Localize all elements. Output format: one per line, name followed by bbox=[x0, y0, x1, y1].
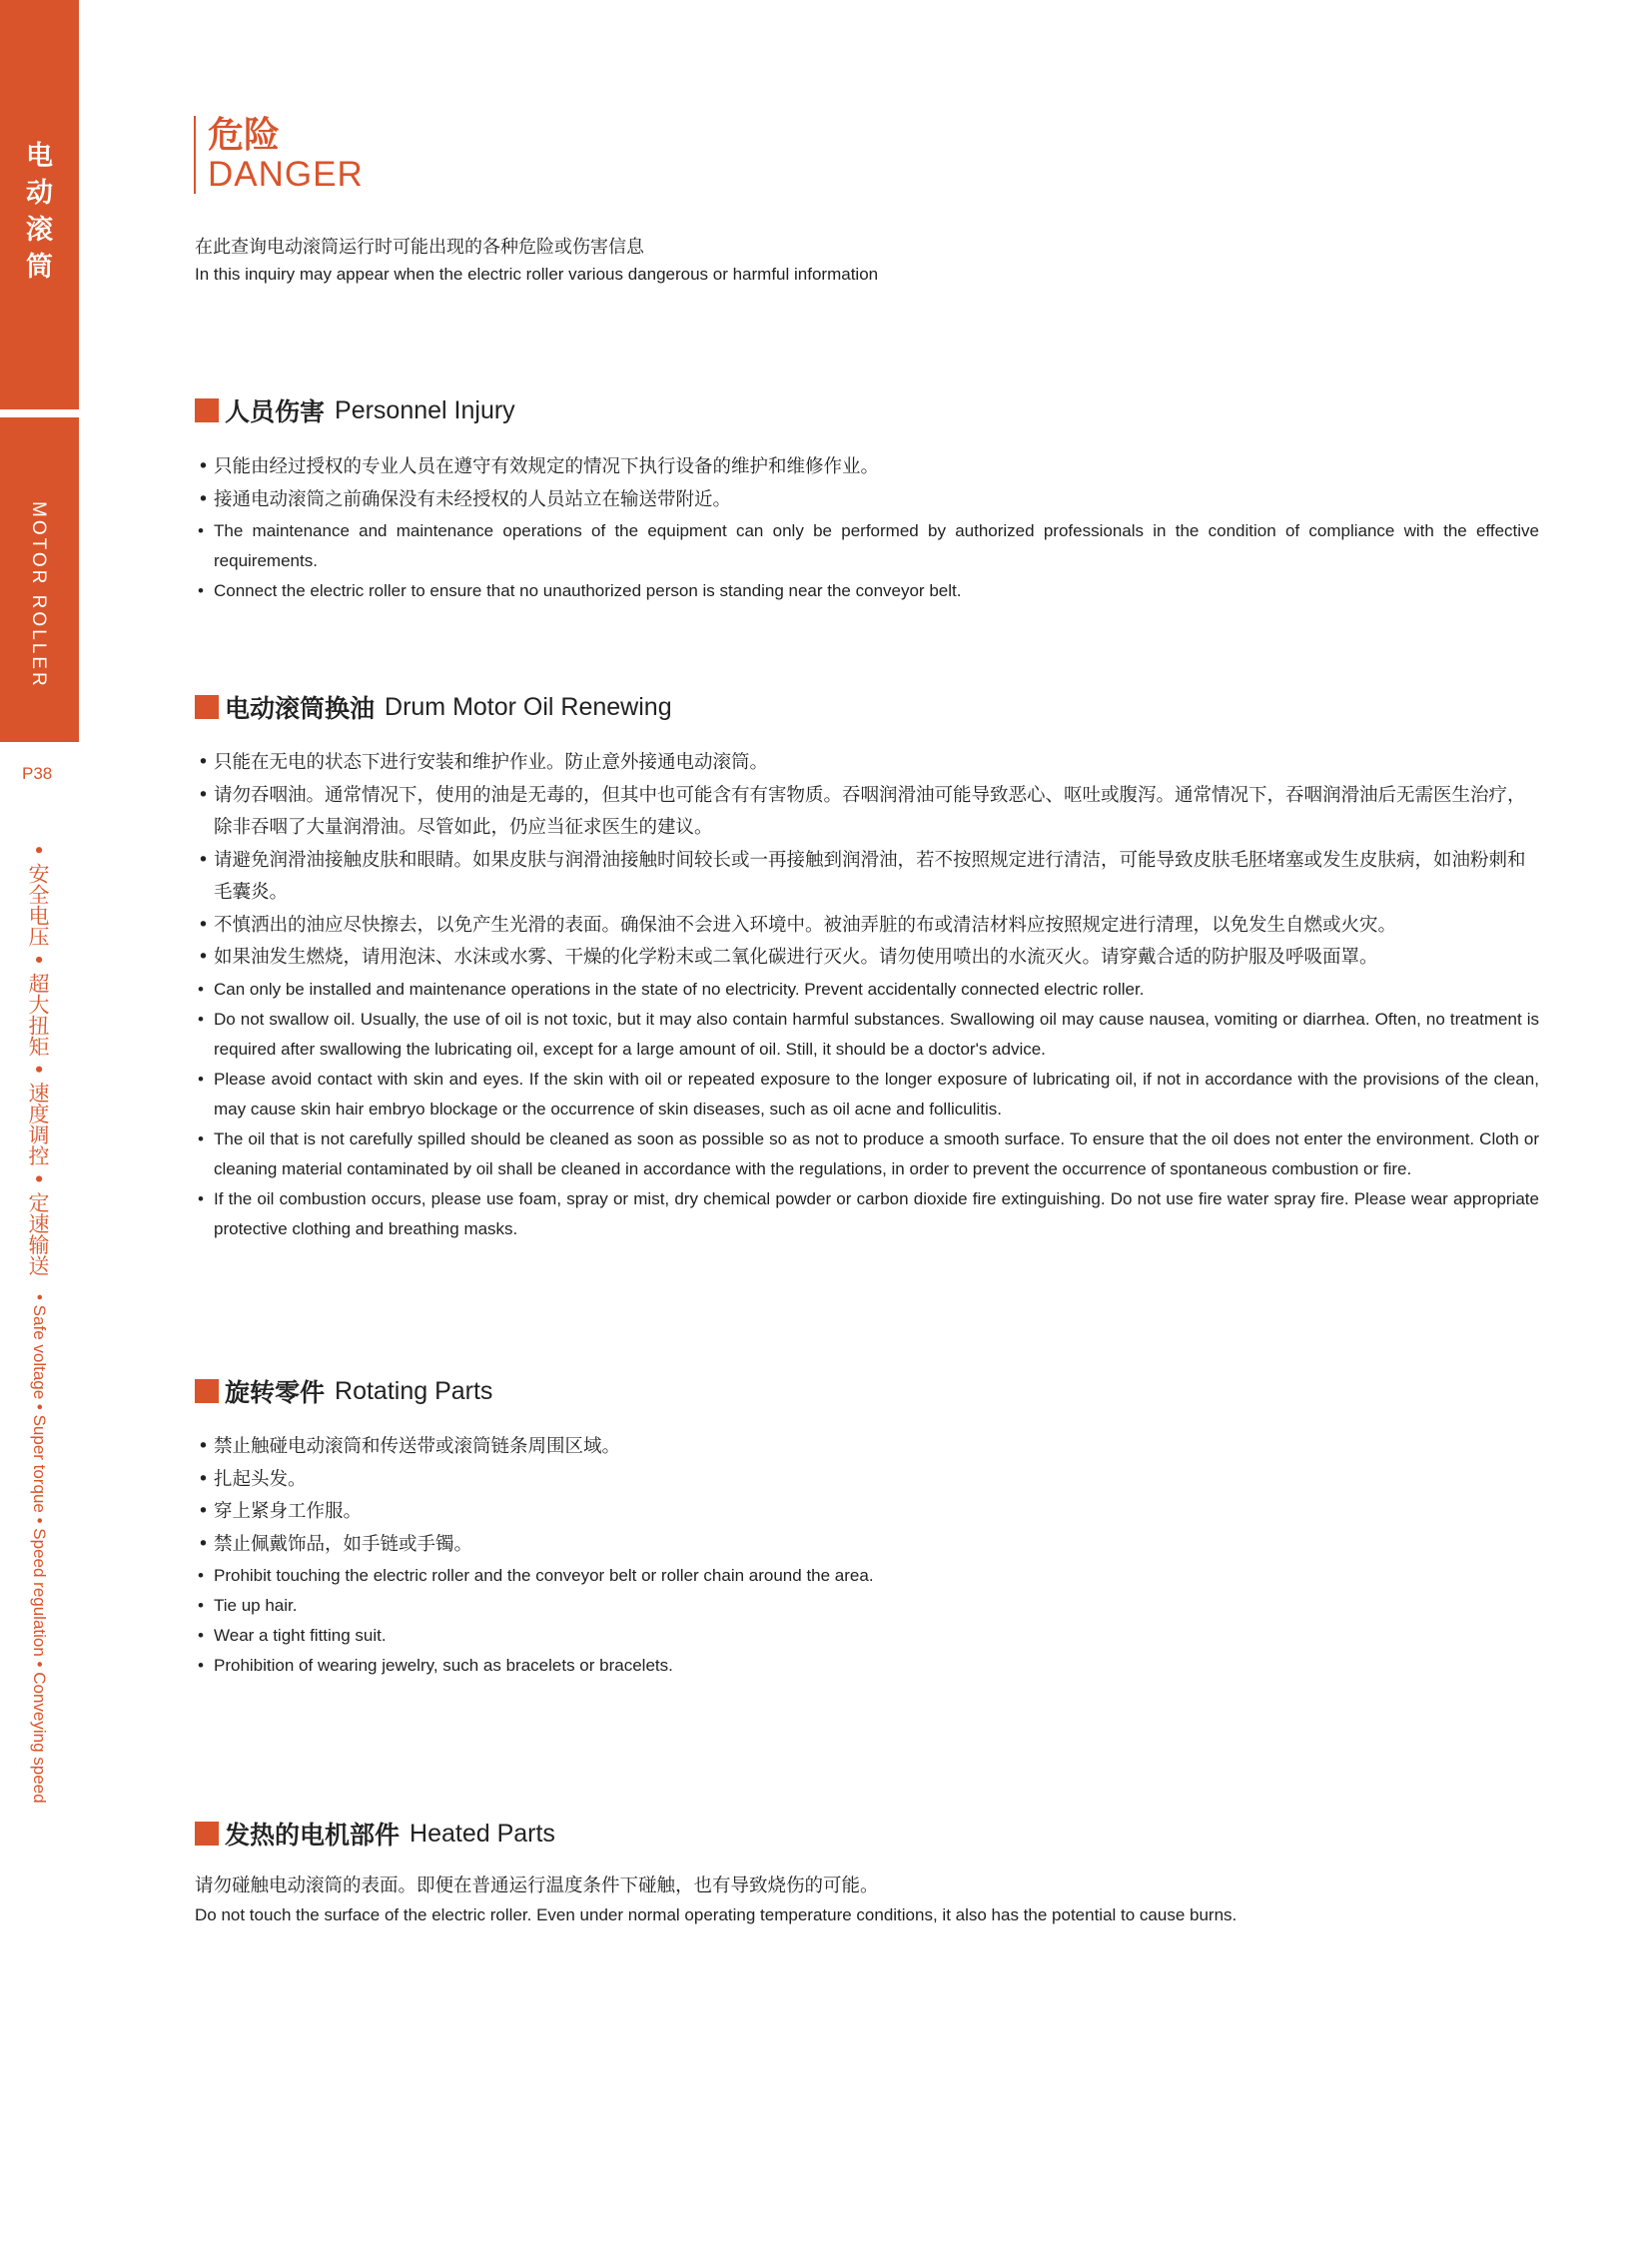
sidebar-title-cn bbox=[0, 138, 79, 286]
list-item: • 请勿吞咽油。通常情况下，使用的油是无毒的，但其中也可能含有有害物质。吞咽润滑油可能导致恶心、呕吐或腹泻。通常情况下，吞咽润滑油后无需医生治疗，除非吞咽了大量润滑油。尽管如此，仍应当征求医生的建议。 bbox=[196, 780, 1539, 845]
section-heading-heated-parts bbox=[195, 1816, 555, 1852]
list-item: • 禁止触碰电动滚筒和传送带或滚筒链条周围区域。 bbox=[196, 1431, 1539, 1464]
section-title-en: Heated Parts bbox=[410, 1819, 555, 1848]
section-title-en: Rotating Parts bbox=[335, 1376, 493, 1405]
page-title bbox=[194, 116, 364, 194]
heated-parts-en: Do not touch the surface of the electric roller. Even under normal operating temperature conditions, it also has the potential to cause burns. bbox=[195, 1905, 1238, 1924]
section-title-en: Personnel Injury bbox=[335, 395, 515, 424]
section-heading-oil-renewing bbox=[195, 689, 672, 725]
list-item: • Prohibition of wearing jewelry, such as bracelets or bracelets. bbox=[196, 1651, 1539, 1681]
section-marker bbox=[195, 1822, 219, 1846]
section-marker bbox=[195, 1379, 219, 1403]
page-number: P38 bbox=[22, 764, 53, 783]
list-item: • The maintenance and maintenance operations of the equipment can only be performed by authorized professionals in the condition of compliance with the effective requirements. bbox=[196, 516, 1539, 576]
sidebar-char: 筒 bbox=[26, 252, 53, 283]
list-item: • 不慎洒出的油应尽快擦去，以免产生光滑的表面。确保油不会进入环境中。被油弄脏的布或清洁材料应按照规定进行清理，以免发生自燃或火灾。 bbox=[196, 910, 1539, 943]
sidebar-title-en: MOTOR ROLLER bbox=[28, 501, 49, 689]
title-en: DANGER bbox=[208, 155, 364, 194]
section-title-cn: 电动滚筒换油 bbox=[225, 694, 376, 723]
heated-parts-cn: 请勿碰触电动滚筒的表面。即便在普通运行温度条件下碰触，也有导致烧伤的可能。 bbox=[195, 1875, 879, 1896]
section-marker bbox=[195, 695, 219, 719]
list-item: • 禁止佩戴饰品，如手链或手镯。 bbox=[196, 1529, 1539, 1562]
list-item: • 只能在无电的状态下进行安装和维护作业。防止意外接通电动滚筒。 bbox=[196, 747, 1539, 780]
list-item: • 穿上紧身工作服。 bbox=[196, 1496, 1539, 1529]
list-item: • Connect the electric roller to ensure that no unauthorized person is standing near the conveyor belt. bbox=[196, 576, 1539, 606]
intro bbox=[195, 234, 878, 288]
title-cn: 危险 bbox=[208, 115, 281, 156]
rotating-parts-list bbox=[196, 1431, 1539, 1681]
list-item: • 接通电动滚筒之前确保没有未经授权的人员站立在输送带附近。 bbox=[196, 484, 1539, 517]
list-item: • Can only be installed and maintenance operations in the state of no electricity. Prevent accidentally connected electric roller. bbox=[196, 975, 1539, 1005]
personnel-injury-list bbox=[196, 451, 1539, 606]
sidebar-char: 动 bbox=[26, 178, 53, 209]
section-title-cn: 人员伤害 bbox=[225, 397, 326, 426]
list-item: • 扎起头发。 bbox=[196, 1464, 1539, 1497]
list-item: • Wear a tight fitting suit. bbox=[196, 1621, 1539, 1651]
sidebar-features-cn: • 安全电压 • 超大扭矩 • 速度调控 • 定速输送 bbox=[26, 844, 50, 1276]
oil-renewing-list bbox=[196, 747, 1539, 1244]
section-heading-rotating-parts bbox=[195, 1373, 492, 1409]
list-item: • Please avoid contact with skin and eyes. If the skin with oil or repeated exposure to the longer exposure of lubricating oil, if not in accordance with the provisions of the clean, may cause skin hair embryo blockage or the occurrence of skin diseases, such as oil acne and folliculitis. bbox=[196, 1065, 1539, 1124]
list-item: • 请避免润滑油接触皮肤和眼睛。如果皮肤与润滑油接触时间较长或一再接触到润滑油，若不按照规定进行清洁，可能导致皮肤毛胚堵塞或发生皮肤病，如油粉刺和毛囊炎。 bbox=[196, 845, 1539, 910]
list-item: • Do not swallow oil. Usually, the use of oil is not toxic, but it may also contain harmful substances. Swallowing oil may cause nausea, vomiting or diarrhea. Often, no treatment is required after swallowing the lubricating oil, except for a large amount of oil. Still, it should be a doctor's advice. bbox=[196, 1005, 1539, 1065]
list-item: • Tie up hair. bbox=[196, 1591, 1539, 1621]
section-title-en: Drum Motor Oil Renewing bbox=[385, 692, 672, 721]
section-marker bbox=[195, 398, 219, 422]
list-item: • Prohibit touching the electric roller and the conveyor belt or roller chain around the area. bbox=[196, 1561, 1539, 1591]
list-item: • 只能由经过授权的专业人员在遵守有效规定的情况下执行设备的维护和维修作业。 bbox=[196, 451, 1539, 484]
intro-en: In this inquiry may appear when the electric roller various dangerous or harmful information bbox=[195, 265, 879, 284]
section-title-cn: 旋转零件 bbox=[225, 1378, 326, 1407]
sidebar-char: 滚 bbox=[26, 215, 53, 246]
list-item: • 如果油发生燃烧，请用泡沫、水沫或水雾、干燥的化学粉末或二氧化碳进行灭火。请勿使用喷出的水流灭火。请穿戴合适的防护服及呼吸面罩。 bbox=[196, 942, 1539, 975]
list-item: • The oil that is not carefully spilled should be cleaned as soon as possible so as not to produce a smooth surface. To ensure that the oil does not enter the environment. Cloth or cleaning material contaminated by oil shall be cleaned in accordance with the regulations, in order to prevent the occurrence of spontaneous combustion or fire. bbox=[196, 1124, 1539, 1184]
intro-cn: 在此查询电动滚筒运行时可能出现的各种危险或伤害信息 bbox=[195, 237, 644, 258]
sidebar-char: 电 bbox=[26, 141, 53, 172]
section-heading-personnel-injury bbox=[195, 392, 515, 428]
list-item: • If the oil combustion occurs, please use foam, spray or mist, dry chemical powder or carbon dioxide fire extinguishing. Do not use fire water spray fire. Please wear appropriate protective clothing and breathing masks. bbox=[196, 1184, 1539, 1244]
sidebar-features-en: • Safe voltage • Super torque • Speed regulation • Conveying speed bbox=[30, 1294, 49, 1804]
heated-parts-text bbox=[195, 1871, 1538, 1928]
section-title-cn: 发热的电机部件 bbox=[225, 1821, 401, 1850]
